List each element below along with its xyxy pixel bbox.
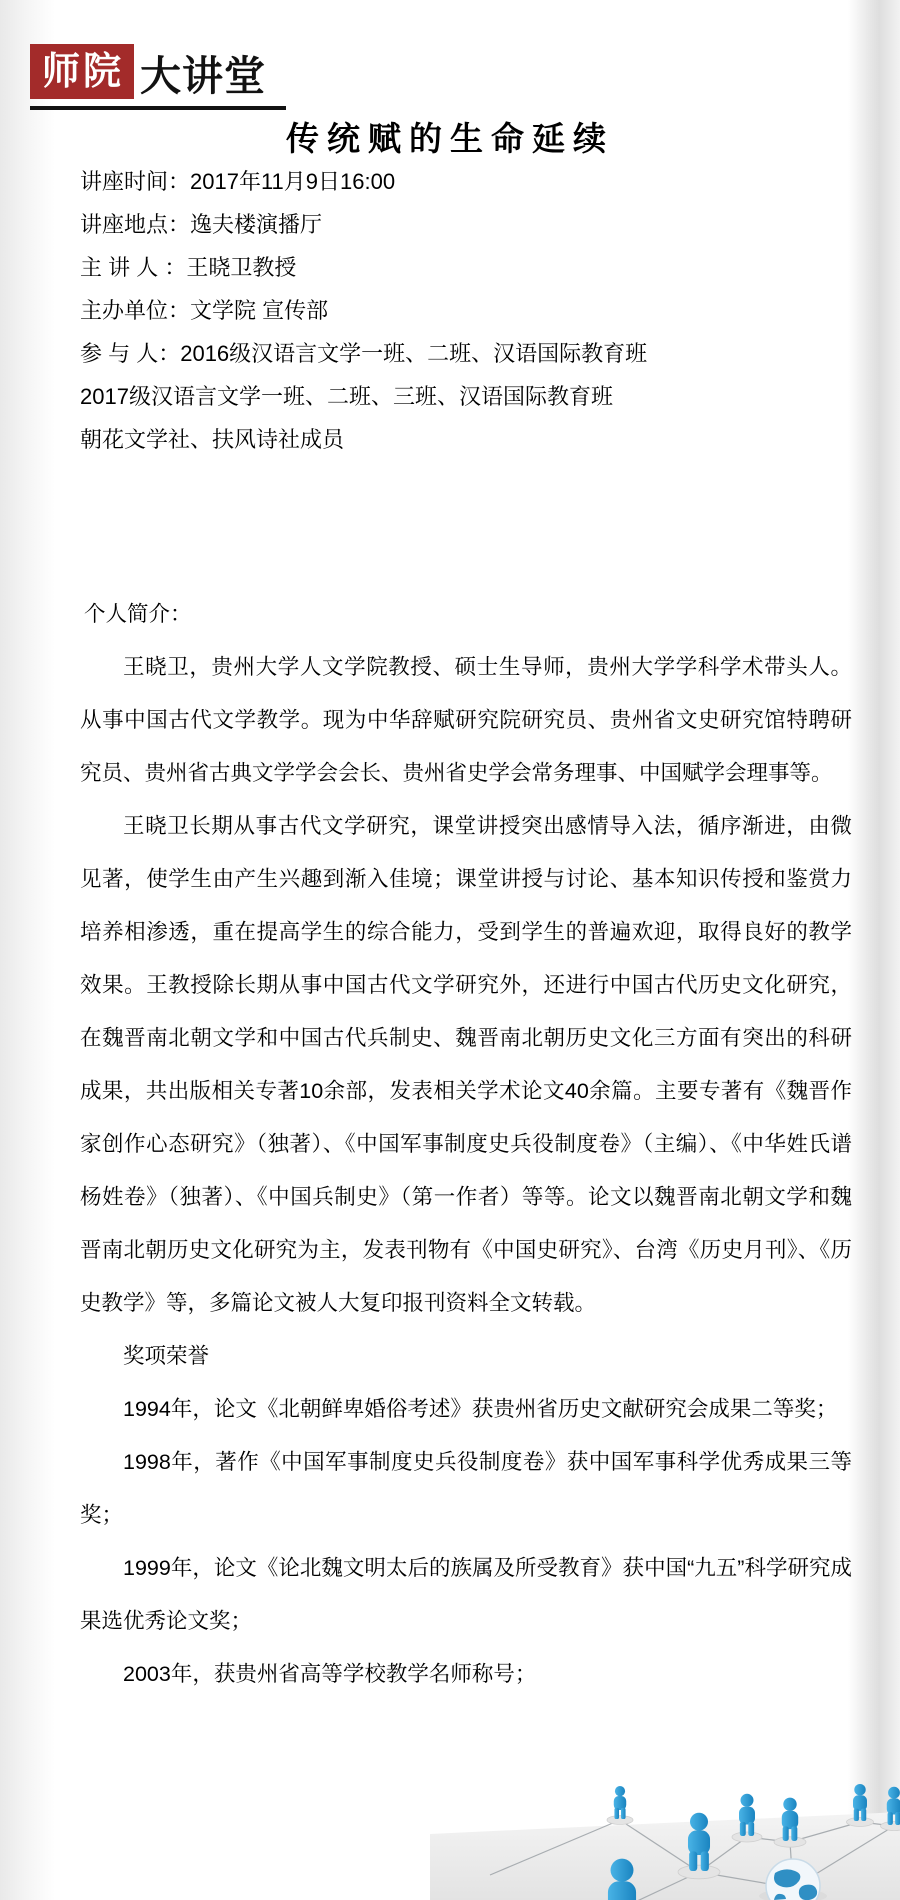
bio-paragraph: 2003年，获贵州省高等学校教学名师称号； <box>123 1662 537 1686</box>
brand-underline <box>30 106 286 110</box>
info-line: 主 讲 人 ：王晓卫教授 <box>80 255 297 280</box>
info-line: 讲座地点：逸夫楼演播厅 <box>80 212 323 237</box>
bio-section <box>80 588 852 1701</box>
info-line: 讲座时间：2017年11月9日16:00 <box>80 169 396 194</box>
brand-badge: 师院 <box>30 44 134 99</box>
bio-paragraph: 1998年，著作《中国军事制度史兵役制度卷》获中国军事科学优秀成果三等奖； <box>80 1450 852 1527</box>
bio-paragraph: 奖项荣誉 <box>123 1344 210 1368</box>
info-list <box>80 160 852 461</box>
brand-title: 大讲堂 <box>140 53 267 99</box>
info-line: 2017级汉语言文学一班、二班、三班、汉语国际教育班 <box>80 384 613 409</box>
person-icon <box>614 1786 626 1819</box>
bio-paragraphs <box>80 641 852 1701</box>
info-line: 参 与 人：2016级汉语言文学一班、二班、汉语国际教育班 <box>80 341 648 366</box>
page-title: 传统赋的生命延续 <box>286 120 614 157</box>
bio-heading: 个人简介： <box>84 602 192 626</box>
bio-paragraph: 王晓卫，贵州大学人文学院教授、硕士生导师，贵州大学学科学术带头人。从事中国古代文学教学。现为中华辞赋研究院研究员、贵州省文史研究馆特聘研究员、贵州省古典文学学会会长、贵州省史学会常务理事、中国赋学会理事等。 <box>80 655 852 785</box>
page-edge-left <box>0 0 55 1900</box>
bio-paragraph: 1999年，论文《论北魏文明太后的族属及所受教育》获中国“九五”科学研究成果选优秀论文奖； <box>80 1556 852 1633</box>
floor-shading <box>430 1812 900 1900</box>
info-line: 主办单位：文学院 宣传部 <box>80 298 329 323</box>
bio-paragraph: 王晓卫长期从事古代文学研究，课堂讲授突出感情导入法，循序渐进，由微见著，使学生由产生兴趣到渐入佳境；课堂讲授与讨论、基本知识传授和鉴赏力培养相渗透，重在提高学生的综合能力，受到学生的普遍欢迎，取得良好的教学效果。王教授除长期从事中国古代文学研究外，还进行中国古代历史文化研究，在魏晋南北朝文学和中国古代兵制史、魏晋南北朝历史文化三方面有突出的科研成果，共出版相关专著10余部，发表相关学术论文40余篇。主要专著有《魏晋作家创作心态研究》（独著）、《中国军事制度史兵役制度卷》（主编）、《中华姓氏谱杨姓卷》（独著）、《中国兵制史》（第一作者）等等。论文以魏晋南北朝文学和魏晋南北朝历史文化研究为主，发表刊物有《中国史研究》、台湾《历史月刊》、《历史教学》等，多篇论文被人大复印报刊资料全文转载。 <box>80 814 852 1315</box>
bio-paragraph: 1994年，论文《北朝鲜卑婚俗考述》获贵州省历史文献研究会成果二等奖； <box>123 1397 838 1421</box>
page-edge-right <box>848 0 900 1900</box>
brand-logo <box>30 44 286 110</box>
info-line: 朝花文学社、扶风诗社成员 <box>80 427 345 452</box>
people-network-illustration <box>430 1770 900 1900</box>
